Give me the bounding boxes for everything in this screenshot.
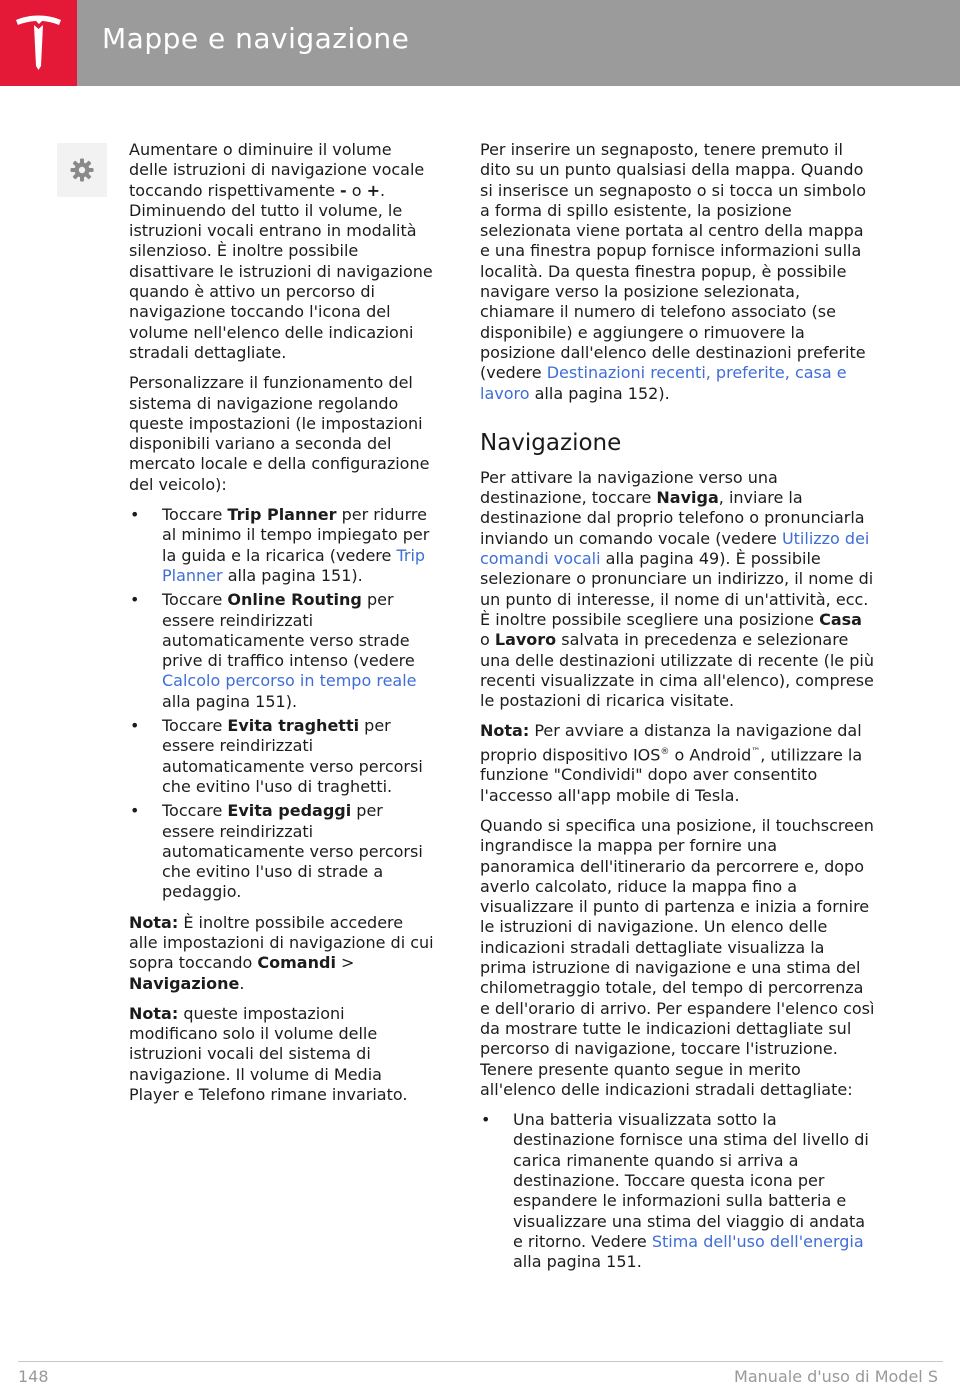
footer-divider xyxy=(18,1361,943,1362)
pin-paragraph: Per inserire un segnaposto, tenere premuto il dito su un punto qualsiasi della mappa. Quando si inserisce un segnaposto o si tocca un simbolo a forma di spillo esistente, la posizione selezionata viene portata al centro della mappa e una finestra popup fornisce informazioni sulla località. Da questa finestra popup, è possibile navigare verso la posizione selezionata, chiamare il numero di telefono associato (se disponibile) e aggiungere o rimuovere la posizione dall'elenco delle destinazioni preferite (vedere Destinazioni recenti, preferite, casa e lavoro alla pagina 152). xyxy=(480,140,866,403)
page-number: 148 xyxy=(18,1367,49,1386)
left-column xyxy=(129,140,434,1115)
gear-icon xyxy=(69,157,95,183)
touchscreen-paragraph: Quando si specifica una posizione, il touchscreen ingrandisce la mappa per fornire una panoramica dell'itinerario da percorrere e, dopo averlo calcolato, riduce la mappa fino a visualizzare il punto di partenza e inizia a fornire le istruzioni di navigazione. Un elenco delle indicazioni stradali dettagliate visualizza la prima istruzione di navigazione e una stima del chilometraggio totale, del tempo di percorrenza e dell'orario di arrivo. Per espandere l'elenco così da mostrare tutte le indicazioni dettagliate sul percorso di navigazione, toccare l'istruzione. Tenere presente quanto segue in merito all'elenco delle indicazioni stradali dettagliate: xyxy=(480,815,875,1099)
directions-list xyxy=(480,1110,875,1272)
energy-estimate-link[interactable]: Stima dell'uso dell'energia xyxy=(651,1231,864,1251)
list-item: • Toccare Online Routing per essere reindirizzati automaticamente verso strade prive di traffico intenso (vedere Calcolo percorso in tempo reale alla pagina 151). xyxy=(130,590,417,711)
brand-box xyxy=(0,0,77,86)
note-paragraph: Nota: queste impostazioni modificano solo il volume delle istruzioni vocali del sistema di navigazione. Il volume di Media Player e Telefono rimane invariato. xyxy=(129,1003,408,1105)
section-heading: Navigazione xyxy=(480,429,622,456)
settings-list xyxy=(129,505,434,903)
navigation-paragraph: Per attivare la navigazione verso una destinazione, toccare Naviga, inviare la destinazione dal proprio telefono o pronunciarla inviando un comando vocale (vedere Utilizzo dei comandi vocali alla pagina 49). È possibile selezionare o pronunciare un indirizzo, il nome di un punto di interesse, il nome di un'attività, ecc. È inoltre possibile scegliere una posizione Casa o Lavoro salvata in precedenza e selezionare una delle destinazioni utilizzate di recente (le più recenti visualizzate in cima all'elenco), comprese le postazioni di ricarica visitate. xyxy=(480,467,874,711)
page-header xyxy=(0,0,960,86)
volume-paragraph: Aumentare o diminuire il volume delle istruzioni di navigazione vocale toccando rispettivamente - o +. Diminuendo del tutto il volume, le istruzioni vocali entrano in modalità silenzioso. È inoltre possibile disattivare le istruzioni di navigazione quando è attivo un percorso di navigazione toccando l'icona del volume nell'elenco delle indicazioni stradali dettagliate. xyxy=(129,140,433,362)
destinations-link[interactable]: Destinazioni recenti, preferite, casa e lavoro xyxy=(480,363,847,403)
list-item: • Toccare Evita traghetti per essere reindirizzati automaticamente verso percorsi che evitino l'uso di traghetti. xyxy=(130,716,423,796)
list-item: • Toccare Trip Planner per ridurre al minimo il tempo impiegato per la guida e la ricarica (vedere Trip Planner alla pagina 151). xyxy=(130,505,430,585)
page-title: Mappe e navigazione xyxy=(102,22,410,55)
list-item: • Una batteria visualizzata sotto la destinazione fornisce una stima del livello di carica rimanente quando si arriva a destinazione. Toccare questa icona per espandere le informazioni sulla batteria e visualizzare una stima del viaggio di andata e ritorno. Vedere Stima dell'uso dell'energia alla pagina 151. xyxy=(481,1110,869,1272)
tesla-logo-icon xyxy=(12,12,65,72)
settings-badge xyxy=(57,143,107,197)
note-paragraph: Nota: Per avviare a distanza la navigazione dal proprio dispositivo IOS® o Android™, utilizzare la funzione "Condividi" dopo aver consentito l'accesso all'app mobile di Tesla. xyxy=(480,721,863,805)
manual-title: Manuale d'uso di Model S xyxy=(734,1367,938,1386)
trip-planner-link[interactable]: Trip Planner xyxy=(162,545,426,585)
right-column xyxy=(480,140,875,1282)
voice-commands-link[interactable]: Utilizzo dei comandi vocali xyxy=(480,528,870,569)
realtime-routing-link[interactable]: Calcolo percorso in tempo reale xyxy=(162,671,417,691)
settings-paragraph: Personalizzare il funzionamento del sistema di navigazione regolando queste impostazioni (le impostazioni disponibili variano a seconda del mercato locale e della configurazione del veicolo): xyxy=(129,373,430,494)
note-paragraph: Nota: È inoltre possibile accedere alle impostazioni di navigazione di cui sopra toccando Comandi > Navigazione. xyxy=(129,912,434,993)
list-item: • Toccare Evita pedaggi per essere reindirizzati automaticamente verso percorsi che evitino l'uso di strade a pedaggio. xyxy=(130,801,423,902)
